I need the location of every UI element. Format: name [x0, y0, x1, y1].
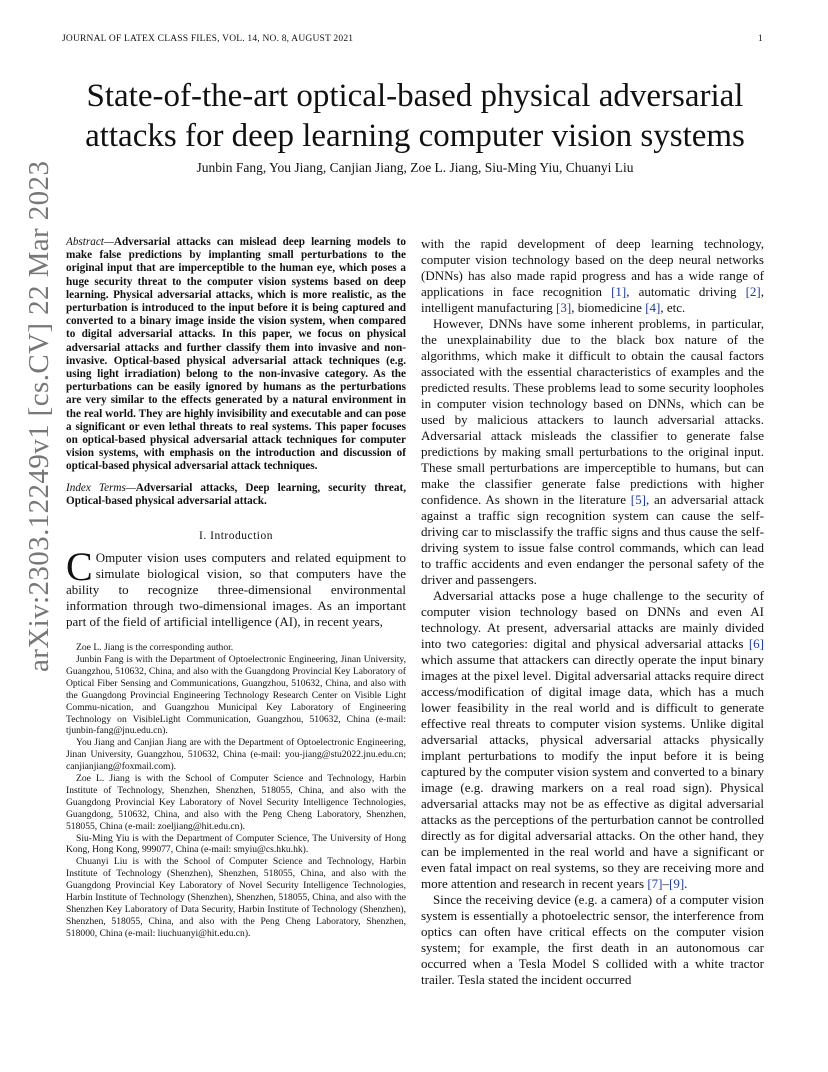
- arxiv-identifier: arXiv:2303.12249v1 [cs.CV] 22 Mar 2023: [23, 160, 55, 672]
- journal-header: JOURNAL OF LATEX CLASS FILES, VOL. 14, NO. 8, AUGUST 2021: [62, 34, 354, 44]
- footnote: Junbin Fang is with the Department of Optoelectronic Engineering, Jinan University, Guangzhou, 510632, China, and also with the Guangdong Provincial Key Laboratory of Optical Fiber Sensing and Communications, Guangzhou, 510632, China, and also with the Guangdong Provincial Engineering Technology Research Center on Visible Light Commu-nication, and Guangzhou Municipal Key Laboratory of Engineering Technology on VisibleLight Communication, Guangzhou, 510632, China (e-mail: tjunbin-fang@jnu.edu.cn).: [66, 653, 406, 737]
- index-terms-text: Adversarial attacks, Deep learning, security threat, Optical-based physical adversarial attack.: [66, 481, 406, 507]
- body-paragraph: Since the receiving device (e.g. a camera) of a computer vision system is essentially a photoelectric sensor, the interference from optics can often have critical effects on the computer vision system; for example, the first death in an autonomous car occurred when a Tesla Model S collided with a white tractor trailer. Tesla stated the incident occurred: [421, 892, 764, 987]
- intro-text: Omputer vision uses computers and related equipment to simulate biological vision, so that computers have the ability to recognize three-dimensional environmental information through two-dimensional images. As an important part of the field of artificial intelligence (AI), in recent years,: [66, 550, 406, 630]
- text-run: which assume that attackers can directly operate the input binary images at the pixel level. Digital adversarial attacks require direct access/modification of digital image data, which has a much lower feasibility in the real world and is difficult to generate effective real threats to computer vision systems. Unlike digital adversarial attacks, physical adversarial attacks physically implant perturbations to modify the input before it is being captured by the computer vision system and converted to a binary image (e.g. drawing markers on a real road sign). Physical adversarial attacks may not be as effective as digital adversarial attacks as the perceptions of the perturbation cannot be controlled directly as for digital adversarial attacks. On the other hand, they can be implemented in the real world and have a significant or even fatal impact on real systems, so they are receiving more and more attention and research in recent years: [421, 652, 764, 891]
- paper-title: State-of-the-art optical-based physical adversarial attacks for deep learning computer vision systems: [85, 78, 745, 154]
- text-run: , automatic driving: [626, 284, 746, 299]
- abstract-label: Abstract—: [66, 236, 114, 248]
- dropcap-letter: C: [66, 544, 93, 590]
- text-run: Adversarial attacks pose a huge challenge to the security of computer vision technology based on DNNs and even AI technology. At present, adversarial attacks are mainly divided into two categories: digital and physical adversarial attacks: [421, 588, 764, 651]
- citation-link[interactable]: [5]: [630, 492, 646, 507]
- footnote: Chuanyi Liu is with the School of Computer Science and Technology, Harbin Institute of Technology (Shenzhen), Shenzhen, 518055, China, and also with the Guangdong Provincial Key Laboratory of Novel Security Intelligence Technologies, Harbin Institute of Technology (Shenzhen), Shenzhen, 518055, China, and also with the Shenzhen Key Laboratory of Data Security, Harbin Institute of Technology (Shenzhen), Shenzhen, 518055, China, and also with the Peng Cheng Laboratory, Shenzhen, 518000, China (e-mail: liuchuanyi@hit.edu.cn).: [66, 856, 406, 939]
- abstract-text: Adversarial attacks can mislead deep learning models to make false predictions by implanting small perturbations to the original input that are imperceptible to the human eye, which poses a huge security threat to the computer vision systems based on deep learning. Physical adversarial attacks, which is more realistic, as the perturbation is introduced to the input before it is being captured and converted to a binary image inside the vision system, when compared to digital adversarial attacks. In this paper, we focus on physical adversarial attacks and further classify them into invasive and non-invasive. Optical-based physical adversarial attack techniques (e.g. using light irradiation) belong to the non-invasive category. As the perturbations can be easily ignored by humans as the perturbations are very similar to the effects generated by a natural environment in the real world. They are highly invisibility and executable and can pose a significant or even lethal threats to real systems. This paper focuses on optical-based physical adversarial attack techniques for computer vision systems, with emphasis on the introduction and discussion of optical-based physical adversarial attack techniques.: [66, 236, 406, 473]
- page-number: 1: [758, 34, 763, 44]
- citation-link[interactable]: [3]: [556, 300, 572, 315]
- abstract: [66, 236, 406, 474]
- index-terms-label: Index Terms—: [66, 481, 136, 494]
- body-paragraph: [421, 316, 764, 588]
- intro-paragraph: [66, 544, 406, 630]
- text-run: However, DNNs have some inherent problems, in particular, the unexplainability due to the black box nature of the algorithms, which make it difficult to obtain the causal factors associated with the essential characteristics of examples and the predicted results. These problems lead to some security loopholes in computer vision technology based on DNNs, which can be used by malicious attackers to launch adversarial attacks. Adversarial attack misleads the classifier to generate false predictions by making small perturbations to the original input. These small perturbations are imperceptible to humans, but can make the classifier generate false predictions with higher confidence. As shown in the literature: [421, 316, 764, 507]
- text-run: , intelligent manufacturing: [421, 284, 764, 315]
- citation-link[interactable]: [6]: [748, 636, 764, 651]
- index-terms: [66, 482, 406, 508]
- left-column: [66, 236, 406, 940]
- section-heading: I. Introduction: [199, 530, 273, 543]
- footnote: Siu-Ming Yiu is with the Department of Computer Science, The University of Hong Kong, Hong Kong, 999077, China (e-mail: smyiu@cs.hku.hk).: [66, 832, 406, 856]
- citation-link[interactable]: [1]: [611, 284, 627, 299]
- citation-link[interactable]: [4]: [645, 300, 661, 315]
- citation-link[interactable]: [2]: [745, 284, 761, 299]
- citation-link[interactable]: [7]: [647, 876, 663, 891]
- text-run: –: [662, 876, 669, 891]
- citation-link[interactable]: [9]: [668, 876, 685, 891]
- author-list: Junbin Fang, You Jiang, Canjian Jiang, Zoe L. Jiang, Siu-Ming Yiu, Chuanyi Liu: [196, 160, 634, 175]
- body-paragraph: [421, 588, 764, 892]
- text-run: .: [684, 876, 688, 891]
- footnotes: [66, 642, 406, 940]
- text-run: , etc.: [660, 300, 686, 315]
- footnote: Zoe L. Jiang is with the School of Computer Science and Technology, Harbin Institute of Technology, Shenzhen, Shenzhen, 518055, China, and also with the Guangdong Provincial Key Laboratory of Novel Security Intelligence Technologies, Guangdong, 510632, China, and also with the Peng Cheng Laboratory, Shenzhen, 518055, China (e-mail: zoeljiang@hit.edu.cn).: [66, 773, 406, 832]
- text-run: , biomedicine: [571, 300, 646, 315]
- right-column: [421, 236, 764, 988]
- text-run: with the rapid development of deep learning technology, computer vision technology based on the deep neural networks (DNNs) has also made rapid progress and has a wide range of applications in face recognition: [421, 236, 764, 299]
- footnote: Zoe L. Jiang is the corresponding author.: [76, 642, 234, 654]
- body-paragraph: [421, 236, 764, 316]
- footnote: You Jiang and Canjian Jiang are with the Department of Optoelectronic Engineering, Jinan University, Guangzhou, 510632, China (e-mail: you-jiang@stu2022.jnu.edu.cn; canjianjiang@foxmail.com).: [66, 737, 406, 773]
- text-run: , an adversarial attack against a traffic sign recognition system can cause the self-driving car to misclassify the traffic signs and thus cause the self-driving system to issue false control commands, which can lead to traffic accidents and even endanger the personal safety of the driver and passengers.: [421, 492, 765, 587]
